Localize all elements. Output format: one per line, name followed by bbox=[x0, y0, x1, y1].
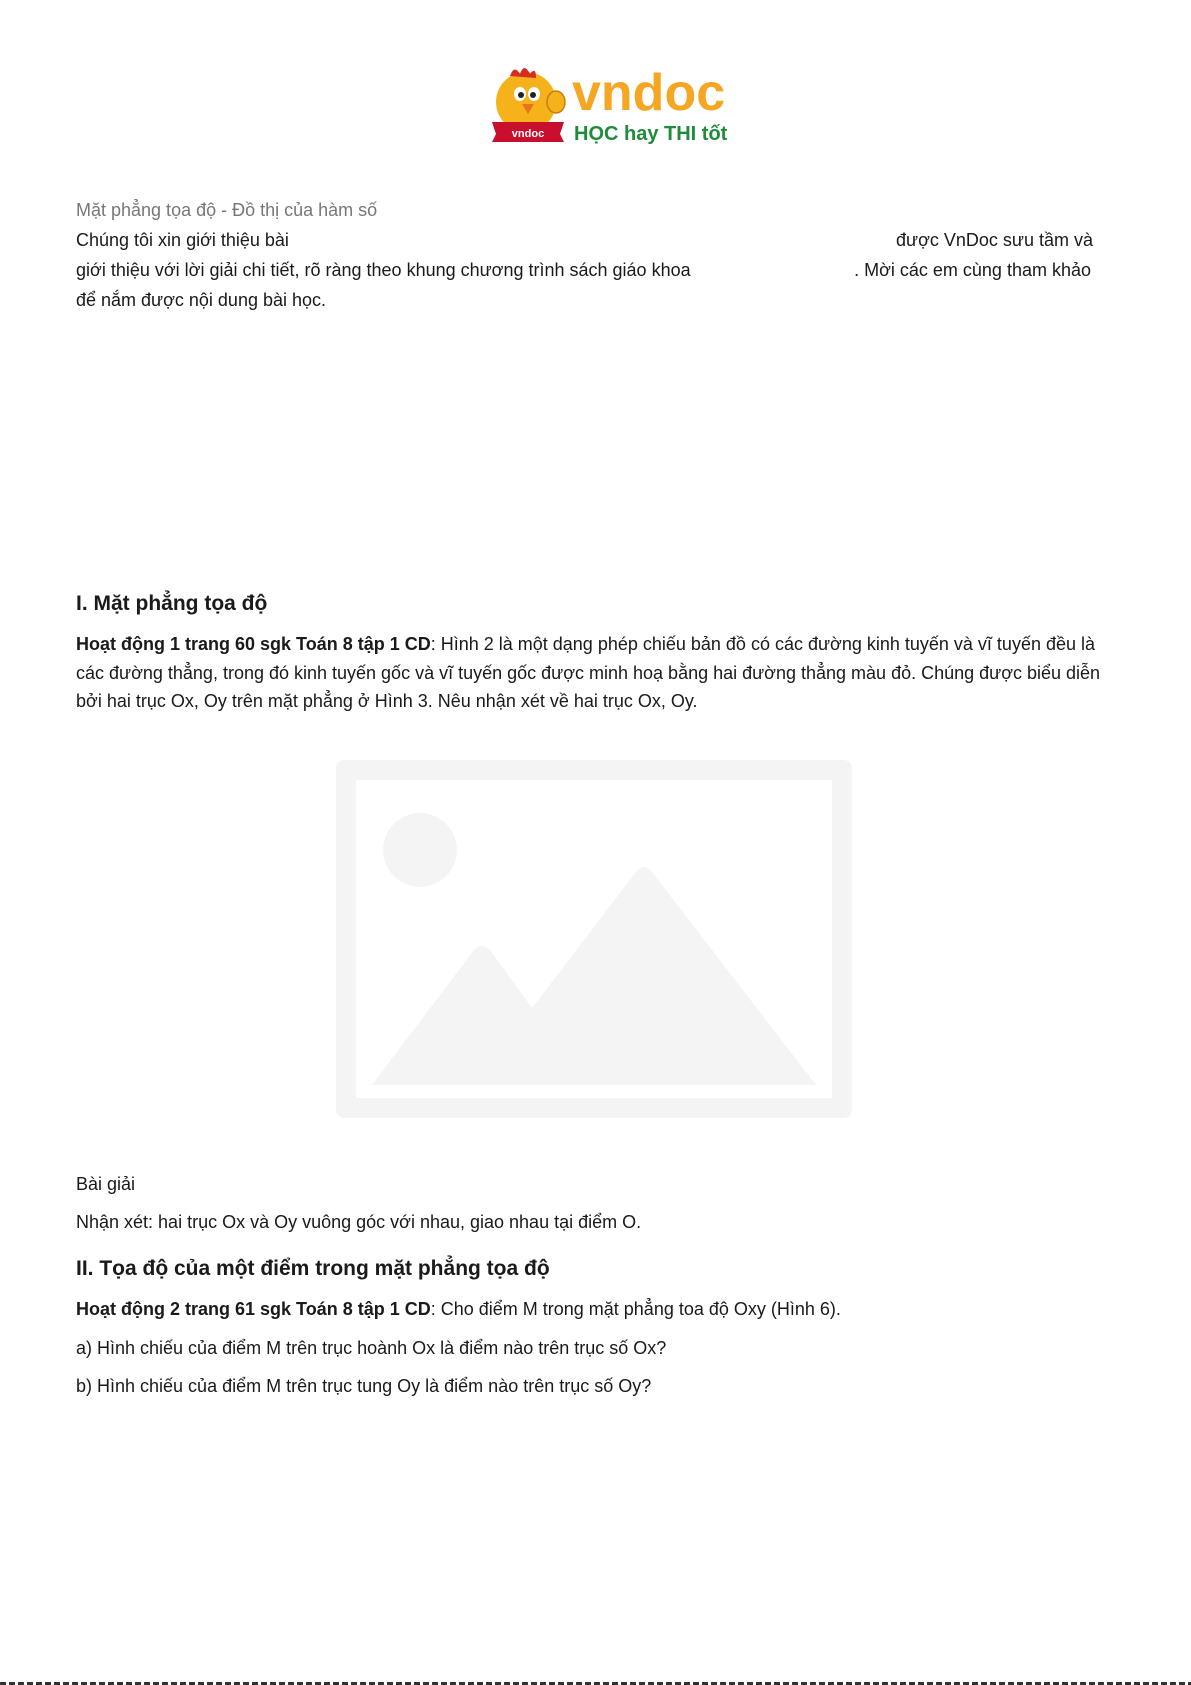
brand-text: vndoc bbox=[572, 64, 726, 122]
ribbon-text: vndoc bbox=[511, 128, 545, 140]
activity1-paragraph bbox=[76, 630, 1116, 716]
image-placeholder-icon bbox=[336, 760, 852, 1118]
chicken-mascot-icon bbox=[488, 62, 740, 148]
intro-line3: để nắm được nội dung bài học. bbox=[76, 290, 327, 310]
activity2-title: Hoạt động 2 trang 61 sgk Toán 8 tập 1 CD bbox=[76, 1299, 431, 1319]
question-b: b) Hình chiếu của điểm M trên trục tung Oy là điểm nào trên trục số Oy? bbox=[76, 1376, 652, 1396]
image-placeholder bbox=[336, 760, 852, 1118]
intro-line2-right: . Mời các em cùng tham khảo bbox=[854, 260, 1091, 280]
intro-line1-right: được VnDoc sưu tầm và bbox=[896, 230, 1093, 250]
intro-line1-left: Chúng tôi xin giới thiệu bài bbox=[76, 230, 289, 250]
breadcrumb[interactable]: Mặt phẳng tọa độ - Đồ thị của hàm số bbox=[76, 200, 378, 220]
activity2-text: : Cho điểm M trong mặt phẳng toa độ Oxy (Hình 6). bbox=[430, 1299, 841, 1319]
intro-line2-left: giới thiệu với lời giải chi tiết, rõ ràng theo khung chương trình sách giáo khoa bbox=[76, 260, 691, 280]
activity1-text: : Hình 2 là một dạng phép chiếu bản đồ có các đường kinh tuyến và vĩ tuyến đều là các đường thẳng, trong đó kinh tuyến gốc và vĩ tuyến gốc được minh hoạ bằng hai đường thẳng màu đỏ. Chúng được biểu diễn bởi hai trục Ox, Oy trên mặt phẳng ở Hình 3. Nêu nhận xét về hai trục Ox, Oy. bbox=[76, 634, 1101, 711]
activity1-title: Hoạt động 1 trang 60 sgk Toán 8 tập 1 CD bbox=[76, 634, 431, 654]
section1-heading: I. Mặt phẳng tọa độ bbox=[76, 592, 268, 615]
question-a: a) Hình chiếu của điểm M trên trục hoành Ox là điểm nào trên trục số Ox? bbox=[76, 1338, 667, 1358]
vndoc-logo[interactable] bbox=[488, 62, 740, 148]
slogan-text: HỌC hay THI tốt bbox=[574, 123, 728, 145]
section2-heading: II. Tọa độ của một điểm trong mặt phẳng tọa độ bbox=[76, 1257, 550, 1280]
solution-text: Nhận xét: hai trục Ox và Oy vuông góc với nhau, giao nhau tại điểm O. bbox=[76, 1212, 642, 1232]
activity2-paragraph bbox=[76, 1299, 841, 1320]
solution-label: Bài giải bbox=[76, 1174, 136, 1194]
